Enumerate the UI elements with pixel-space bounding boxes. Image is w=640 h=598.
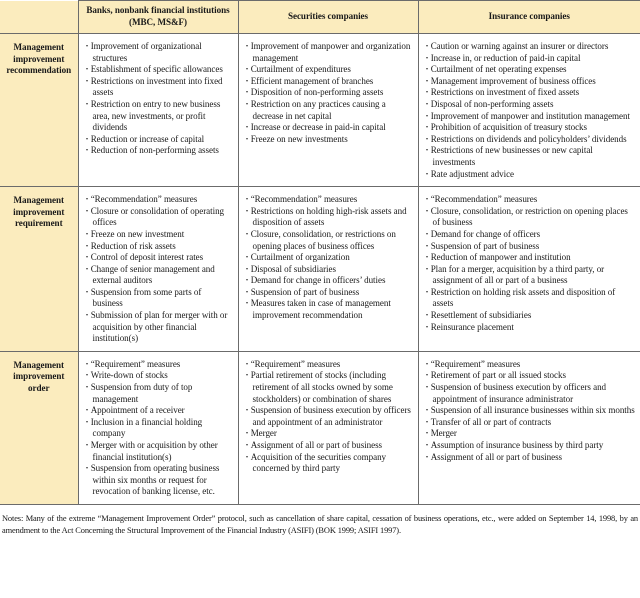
bullet-item: · Appointment of a receiver — [86, 405, 233, 417]
bullet-item: · Assignment of all or part of business — [246, 440, 413, 452]
bullet-list — [426, 194, 636, 333]
bullet-item: · Suspension of business execution by officers and appointment of insurance administrator — [426, 382, 636, 405]
bullet-item: · Freeze on new investment — [86, 229, 233, 241]
bullet-list — [86, 359, 233, 498]
bullet-item: · Submission of plan for merger with or acquisition by other financial institution(s) — [86, 310, 233, 345]
bullet-list — [246, 359, 413, 475]
bullet-item: · Closure, consolidation, or restriction on opening places of business — [426, 206, 636, 229]
bullet-item: · Restrictions on dividends and policyholders’ dividends — [426, 134, 636, 146]
bullet-item: · “Requirement” measures — [86, 359, 233, 371]
bullet-item: · Establishment of specific allowances — [86, 64, 233, 76]
bullet-item: · Increase in, or reduction of paid-in capital — [426, 53, 636, 65]
cell-recommendation-banks — [78, 34, 238, 187]
bullet-item: · Partial retirement of stocks (including retirement of all stocks owned by some stockholders) or combination of shares — [246, 370, 413, 405]
bullet-item: · Merger — [246, 428, 413, 440]
bullet-item: · Restrictions on investment into fixed assets — [86, 76, 233, 99]
row-label-recommendation: Management improvement recommendation — [0, 34, 78, 187]
bullet-item: · Suspension of business execution by officers and appointment of an administrator — [246, 405, 413, 428]
bullet-item: · Improvement of manpower and organization management — [246, 41, 413, 64]
row-label-requirement: Management improvement requirement — [0, 187, 78, 352]
bullet-item: · Assignment of all or part of business — [426, 452, 636, 464]
bullet-item: · Improvement of manpower and institution management — [426, 111, 636, 123]
bullet-item: · “Requirement” measures — [426, 359, 636, 371]
cell-order-banks — [78, 351, 238, 504]
bullet-item: · Increase or decrease in paid-in capital — [246, 122, 413, 134]
bullet-list — [246, 194, 413, 322]
bullet-item: · Prohibition of acquisition of treasury stocks — [426, 122, 636, 134]
bullet-item: · Rate adjustment advice — [426, 169, 636, 181]
column-header-banks: Banks, nonbank financial institutions (MBC, MS&F) — [78, 1, 238, 34]
bullet-item: · “Recommendation” measures — [426, 194, 636, 206]
bullet-item: · Inclusion in a financial holding company — [86, 417, 233, 440]
bullet-item: · Acquisition of the securities company concerned by third party — [246, 452, 413, 475]
cell-order-insurance — [418, 351, 640, 504]
bullet-item: · Control of deposit interest rates — [86, 252, 233, 264]
bullet-item: · Suspension from duty of top management — [86, 382, 233, 405]
bullet-item: · Reinsurance placement — [426, 322, 636, 334]
cell-recommendation-securities — [238, 34, 418, 187]
bullet-list — [86, 194, 233, 345]
bullet-item: · Management improvement of business offices — [426, 76, 636, 88]
cell-requirement-insurance — [418, 187, 640, 352]
row-label-order: Management improvement order — [0, 351, 78, 504]
bullet-item: · Plan for a merger, acquisition by a third party, or assignment of all or part of a business — [426, 264, 636, 287]
bullet-item: · Suspension from some parts of business — [86, 287, 233, 310]
bullet-item: · Reduction of risk assets — [86, 241, 233, 253]
bullet-item: · Caution or warning against an insurer or directors — [426, 41, 636, 53]
table-body — [0, 34, 640, 505]
bullet-item: · Merger with or acquisition by other financial institution(s) — [86, 440, 233, 463]
bullet-item: · Assumption of insurance business by third party — [426, 440, 636, 452]
cell-requirement-banks — [78, 187, 238, 352]
bullet-item: · Restrictions on investment of fixed assets — [426, 87, 636, 99]
cell-order-securities — [238, 351, 418, 504]
bullet-item: · Suspension of part of business — [246, 287, 413, 299]
bullet-item: · Disposal of subsidiaries — [246, 264, 413, 276]
bullet-item: · Restriction on holding risk assets and disposition of assets — [426, 287, 636, 310]
column-header-blank — [0, 1, 78, 34]
bullet-item: · Write-down of stocks — [86, 370, 233, 382]
bullet-item: · Restriction on entry to new business area, new investments, or profit dividends — [86, 99, 233, 134]
table-row — [0, 34, 640, 187]
header-row — [0, 1, 640, 34]
bullet-item: · Reduction of non-performing assets — [86, 145, 233, 157]
bullet-item: · Suspension of part of business — [426, 241, 636, 253]
bullet-item: · Reduction of manpower and institution — [426, 252, 636, 264]
bullet-item: · “Recommendation” measures — [86, 194, 233, 206]
bullet-list — [86, 41, 233, 157]
cell-requirement-securities — [238, 187, 418, 352]
bullet-item: · Demand for change of officers — [426, 229, 636, 241]
bullet-item: · Resettlement of subsidiaries — [426, 310, 636, 322]
table-row — [0, 187, 640, 352]
bullet-list — [426, 359, 636, 463]
bullet-item: · Closure, consolidation, or restrictions on opening places of business offices — [246, 229, 413, 252]
bullet-item: · Closure or consolidation of operating offices — [86, 206, 233, 229]
bullet-item: · Suspension from operating business within six months or request for revocation of banking license, etc. — [86, 463, 233, 498]
bullet-item: · Suspension of all insurance businesses within six months — [426, 405, 636, 417]
bullet-item: · Change of senior management and external auditors — [86, 264, 233, 287]
bullet-item: · Measures taken in case of management improvement recommendation — [246, 298, 413, 321]
bullet-item: · Curtailment of net operating expenses — [426, 64, 636, 76]
bullet-item: · Disposition of non-performing assets — [246, 87, 413, 99]
bullet-item: · Disposal of non-performing assets — [426, 99, 636, 111]
bullet-item: · Curtailment of expenditures — [246, 64, 413, 76]
table-row — [0, 351, 640, 504]
bullet-item: · Transfer of all or part of contracts — [426, 417, 636, 429]
table-header — [0, 1, 640, 34]
table-notes: Notes: Many of the extreme “Management Improvement Order” protocol, such as cancellation of share capital, cessation of business operations, etc., were added on September 14, 1998, by an amendment to the Act Concerning the Structural Improvement of the Financial Industry (ASIFI) (BOK 1999; ASIFI 1997). — [2, 513, 638, 535]
bullet-item: · Reduction or increase of capital — [86, 134, 233, 146]
bullet-list — [246, 41, 413, 145]
bullet-item: · Demand for change in officers’ duties — [246, 275, 413, 287]
bullet-item: · Merger — [426, 428, 636, 440]
bullet-item: · Restrictions of new businesses or new capital investments — [426, 145, 636, 168]
bullet-item: · Restriction on any practices causing a decrease in net capital — [246, 99, 413, 122]
cell-recommendation-insurance — [418, 34, 640, 187]
bullet-item: · Retirement of part or all issued stocks — [426, 370, 636, 382]
bullet-item: · Curtailment of organization — [246, 252, 413, 264]
bullet-item: · “Requirement” measures — [246, 359, 413, 371]
bullet-item: · “Recommendation” measures — [246, 194, 413, 206]
column-header-insurance: Insurance companies — [418, 1, 640, 34]
bullet-item: · Efficient management of branches — [246, 76, 413, 88]
bullet-list — [426, 41, 636, 180]
bullet-item: · Improvement of organizational structures — [86, 41, 233, 64]
bullet-item: · Restrictions on holding high-risk assets and disposition of assets — [246, 206, 413, 229]
bullet-item: · Freeze on new investments — [246, 134, 413, 146]
column-header-securities: Securities companies — [238, 1, 418, 34]
